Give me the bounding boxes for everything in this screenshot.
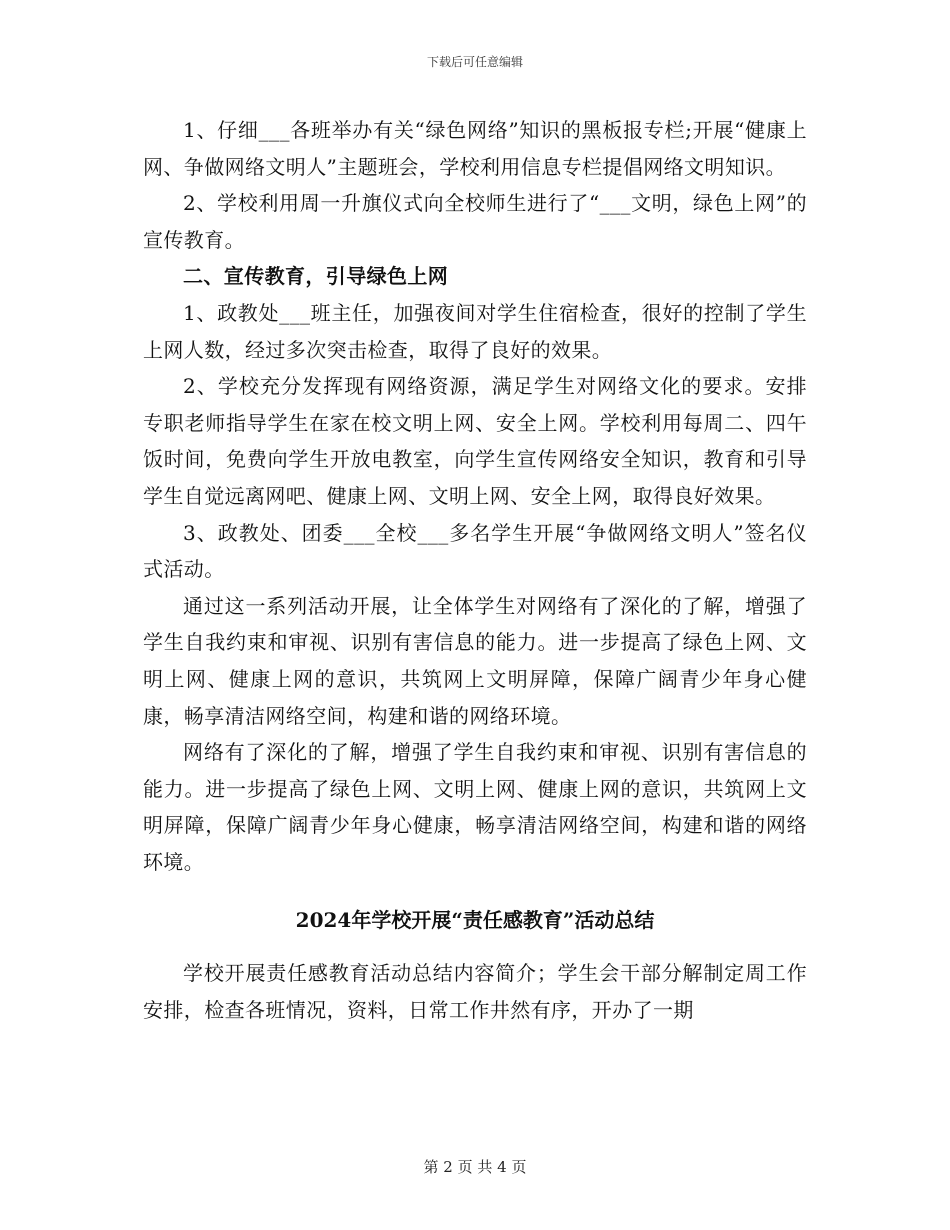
paragraph-5: 3、政教处、团委___全校___多名学生开展“争做网络文明人”签名仪式活动。 <box>143 520 807 582</box>
document-body <box>143 112 807 1028</box>
section-heading-2: 二、宣传教育，引导绿色上网 <box>183 264 449 289</box>
paragraph-8: 学校开展责任感教育活动总结内容简介；学生会干部分解制定周工作安排，检查各班情况，资料，日常工作井然有序，开办了一期 <box>143 961 807 1022</box>
paragraph-7: 网络有了深化的了解，增强了学生自我约束和审视、识别有害信息的能力。进一步提高了绿色上网、文明上网、健康上网的意识，共筑网上文明屏障，保障广阔青少年身心健康，畅享清洁网络空间，构建和谐的网络环境。 <box>143 740 807 874</box>
paragraph-2: 2、学校利用周一升旗仪式向全校师生进行了“___文明，绿色上网”的宣传教育。 <box>143 191 807 252</box>
paragraph-4: 2、学校充分发挥现有网络资源，满足学生对网络文化的要求。安排专职老师指导学生在家在校文明上网、安全上网。学校利用每周二、四午饭时间，免费向学生开放电教室，向学生宣传网络安全知识，教育和引导学生自觉远离网吧、健康上网、文明上网、安全上网，取得良好效果。 <box>143 374 807 508</box>
paragraph-6: 通过这一系列活动开展，让全体学生对网络有了深化的了解，增强了学生自我约束和审视、识别有害信息的能力。进一步提高了绿色上网、文明上网、健康上网的意识，共筑网上文明屏障，保障广阔青少年身心健康，畅享清洁网络空间，构建和谐的网络环境。 <box>143 593 807 728</box>
paragraph-1: 1、仔细___各班举办有关“绿色网络”知识的黑板报专栏;开展“健康上网、争做网络文明人”主题班会，学校利用信息专栏提倡网络文明知识。 <box>143 118 807 179</box>
page-number: 第 2 页 共 4 页 <box>423 1158 527 1176</box>
paragraph-3: 1、政教处___班主任，加强夜间对学生住宿检查，很好的控制了学生上网人数，经过多次突击检查，取得了良好的效果。 <box>143 300 807 362</box>
page-header: 下载后可任意编辑 <box>426 55 523 69</box>
section-title: 2024年学校开展“责任感教育”活动总结 <box>295 908 655 933</box>
